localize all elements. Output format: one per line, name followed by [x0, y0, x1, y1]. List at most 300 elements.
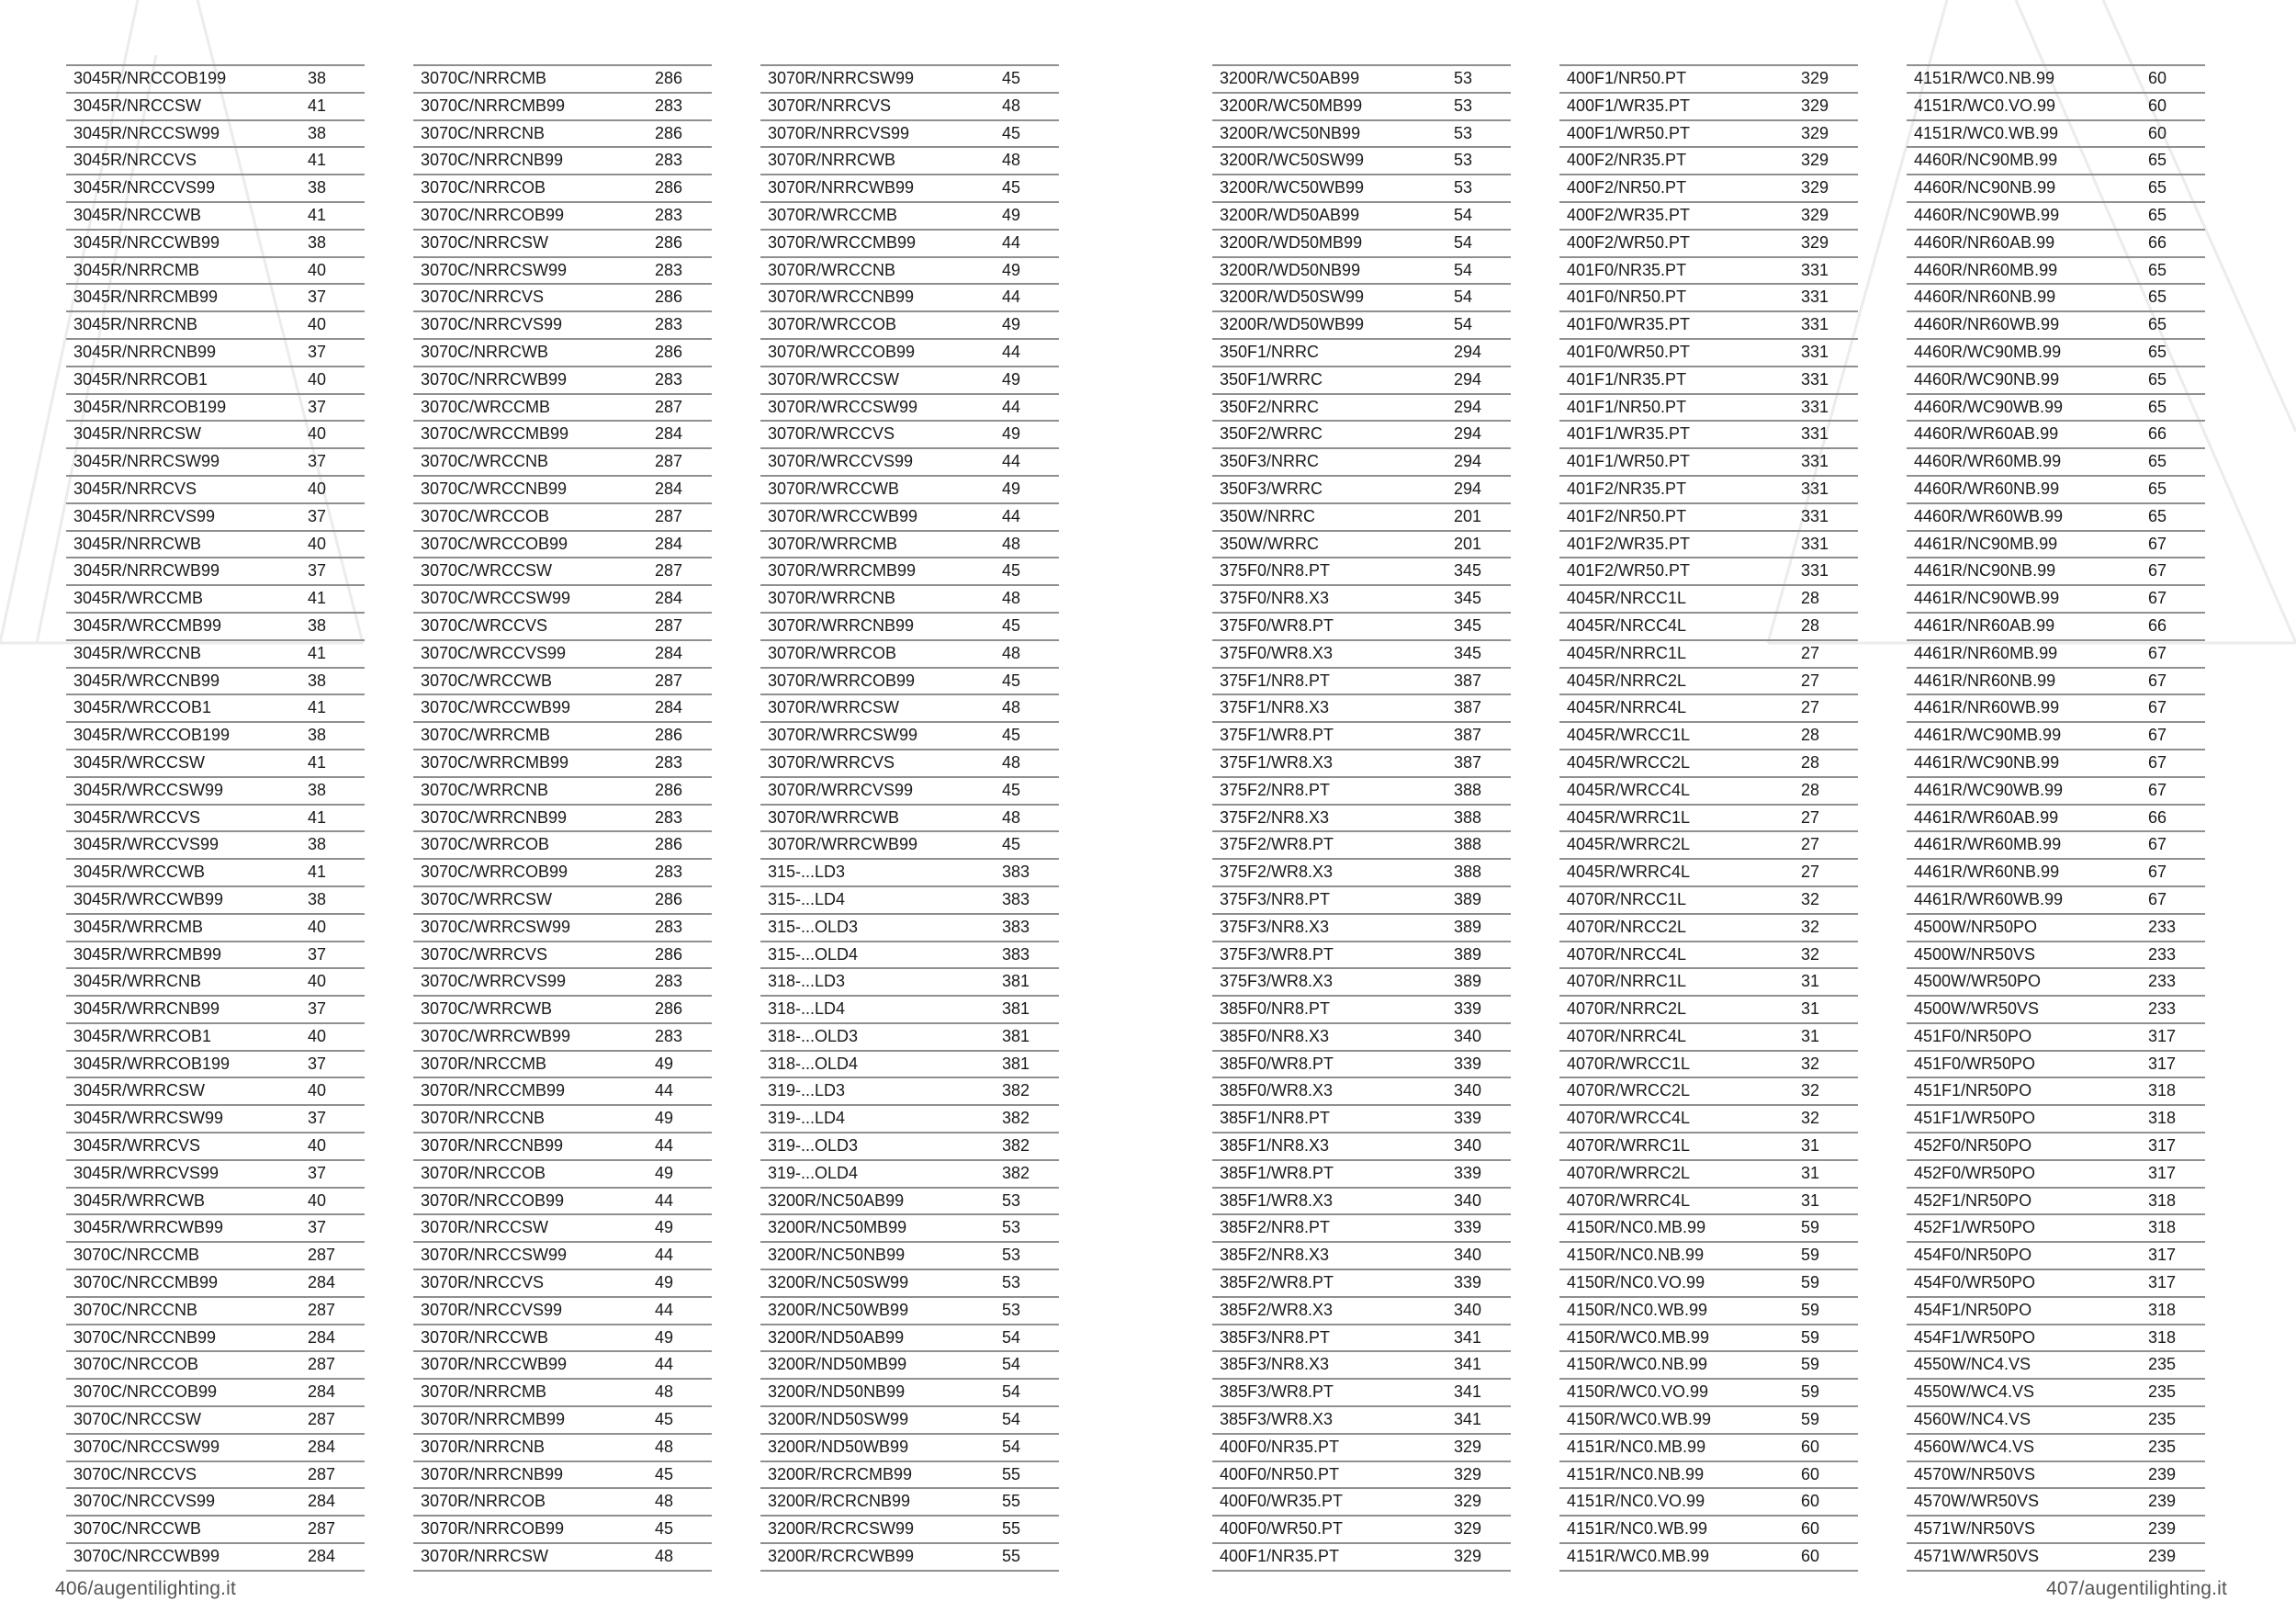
product-code: 4461R/WC90WB.99 — [1914, 780, 2064, 799]
product-code: 3070C/WRCCVS99 — [421, 643, 567, 662]
page-reference: 44 — [655, 1081, 674, 1100]
product-code: 4460R/WC90NB.99 — [1914, 369, 2060, 389]
product-code: 385F2/NR8.PT — [1220, 1218, 1331, 1237]
page-reference: 67 — [2148, 726, 2167, 745]
page-reference: 48 — [655, 1382, 674, 1402]
page-reference: 49 — [655, 1218, 674, 1237]
product-code: 4150R/WC0.MB.99 — [1567, 1327, 1710, 1347]
product-code: 3200R/NC50AB99 — [768, 1190, 905, 1210]
page-reference: 41 — [308, 643, 327, 662]
product-code: 375F0/WR8.PT — [1220, 615, 1334, 635]
product-code: 350F2/WRRC — [1220, 424, 1323, 444]
page-reference: 340 — [1454, 1190, 1482, 1210]
product-code: 3200R/WC50NB99 — [1220, 123, 1361, 142]
page-reference: 67 — [2148, 671, 2167, 690]
product-code: 350F3/WRRC — [1220, 479, 1323, 498]
page-reference: 329 — [1801, 151, 1829, 170]
page-reference: 331 — [1801, 288, 1829, 307]
product-code: 401F1/NR50.PT — [1567, 397, 1687, 416]
page-reference: 287 — [308, 1464, 336, 1483]
page-reference: 286 — [655, 123, 683, 142]
page-reference: 54 — [1454, 288, 1473, 307]
page-reference: 44 — [655, 1355, 674, 1374]
product-code: 3045R/NRCCVS — [73, 151, 197, 170]
product-code: 3070R/WRRCNB99 — [768, 615, 915, 635]
product-code: 3070R/NRRCWB — [768, 151, 896, 170]
product-code: 3070R/NRRCVS99 — [768, 123, 910, 142]
page-reference: 65 — [2148, 342, 2167, 361]
index-row — [1559, 1544, 1858, 1572]
product-code: 3070R/NRCCWB — [421, 1327, 549, 1347]
page-reference: 37 — [308, 999, 327, 1019]
product-code: 3070C/NRCCWB99 — [73, 1547, 220, 1566]
product-code: 4070R/WRRC1L — [1567, 1136, 1691, 1156]
page-reference: 331 — [1801, 369, 1829, 389]
product-code: 3070C/NRCCNB — [73, 1300, 198, 1319]
page-reference: 388 — [1454, 835, 1482, 854]
page-reference: 283 — [655, 1026, 683, 1045]
page-reference: 49 — [655, 1054, 674, 1073]
page-reference: 27 — [1801, 863, 1820, 882]
page-reference: 284 — [308, 1492, 336, 1511]
product-code: 3070R/WRRCVS — [768, 752, 895, 772]
product-code: 3070R/WRCCNB — [768, 260, 896, 279]
product-code: 350F1/WRRC — [1220, 369, 1323, 389]
product-code: 385F0/NR8.PT — [1220, 999, 1331, 1019]
page-reference: 382 — [1002, 1109, 1030, 1128]
page-reference: 283 — [655, 260, 683, 279]
page-reference: 53 — [1454, 151, 1473, 170]
product-code: 4500W/NR50VS — [1914, 944, 2036, 964]
product-code: 3200R/NC50WB99 — [768, 1300, 909, 1319]
product-code: 4045R/WRRC2L — [1567, 835, 1691, 854]
page-reference: 387 — [1454, 752, 1482, 772]
product-code: 375F3/NR8.X3 — [1220, 917, 1330, 936]
page-reference: 31 — [1801, 1026, 1820, 1045]
page-reference: 318 — [2148, 1081, 2177, 1100]
page-reference: 45 — [655, 1519, 674, 1539]
page-number-right: 407/augentilighting.it — [2046, 1578, 2228, 1599]
page-reference: 38 — [308, 178, 327, 197]
page-reference: 331 — [1801, 534, 1829, 553]
page-reference: 49 — [1002, 424, 1021, 444]
product-code: 3070C/NRCCOB99 — [73, 1382, 218, 1402]
product-code: 4151R/NC0.VO.99 — [1567, 1492, 1705, 1511]
page-reference: 65 — [2148, 452, 2167, 471]
product-code: 3070R/NRRCVS — [768, 96, 892, 115]
page-reference: 339 — [1454, 1273, 1482, 1292]
page-reference: 38 — [308, 726, 327, 745]
product-code: 3200R/RCRCWB99 — [768, 1547, 915, 1566]
page-reference: 67 — [2148, 643, 2167, 662]
page-reference: 341 — [1454, 1410, 1482, 1429]
product-code: 3045R/NRRCVS99 — [73, 506, 216, 525]
page-reference: 331 — [1801, 342, 1829, 361]
product-code: 375F2/WR8.X3 — [1220, 863, 1334, 882]
page-reference: 32 — [1801, 944, 1820, 964]
product-code: 3200R/ND50NB99 — [768, 1382, 906, 1402]
page-reference: 388 — [1454, 807, 1482, 827]
page-reference: 28 — [1801, 752, 1820, 772]
page-reference: 284 — [308, 1437, 336, 1456]
product-code: 3200R/NC50NB99 — [768, 1246, 906, 1265]
product-code: 3045R/WRCCNB99 — [73, 671, 220, 690]
product-code: 3045R/NRRCMB99 — [73, 288, 219, 307]
product-code: 3045R/WRRCSW — [73, 1081, 206, 1100]
product-code: 375F0/WR8.X3 — [1220, 643, 1334, 662]
product-code: 3045R/WRCCWB — [73, 863, 206, 882]
page-reference: 60 — [1801, 1547, 1820, 1566]
product-code: 4460R/WR60MB.99 — [1914, 452, 2062, 471]
page-reference: 339 — [1454, 1218, 1482, 1237]
page-reference: 27 — [1801, 807, 1820, 827]
page-reference: 235 — [2148, 1437, 2177, 1456]
page-reference: 59 — [1801, 1410, 1820, 1429]
product-code: 4461R/NC90WB.99 — [1914, 589, 2060, 608]
page-reference: 45 — [1002, 69, 1021, 87]
product-code: 4461R/WC90NB.99 — [1914, 752, 2060, 772]
product-code: 452F1/NR50PO — [1914, 1190, 2032, 1210]
product-code: 4500W/NR50PO — [1914, 917, 2038, 936]
page-reference: 60 — [1801, 1519, 1820, 1539]
index-row — [1212, 1544, 1511, 1572]
page-reference: 60 — [2148, 96, 2167, 115]
index-row — [413, 1544, 712, 1572]
product-code: 3070C/WRRCNB99 — [421, 807, 568, 827]
page-reference: 38 — [308, 232, 327, 252]
page-reference: 48 — [1002, 534, 1021, 553]
product-code: 3070R/NRCCVS99 — [421, 1300, 563, 1319]
product-code: 4550W/NC4.VS — [1914, 1355, 2032, 1374]
product-code: 3070R/WRRCOB99 — [768, 671, 916, 690]
page-reference: 339 — [1454, 1163, 1482, 1182]
page-reference: 49 — [1002, 315, 1021, 334]
page-reference: 59 — [1801, 1246, 1820, 1265]
product-code: 400F2/WR50.PT — [1567, 232, 1691, 252]
product-code: 3070R/NRCCNB — [421, 1109, 546, 1128]
product-code: 3200R/RCRCSW99 — [768, 1519, 915, 1539]
page-reference: 317 — [2148, 1054, 2177, 1073]
page-reference: 54 — [1454, 232, 1473, 252]
product-code: 3070R/WRCCMB — [768, 205, 898, 224]
page-reference: 329 — [1801, 69, 1829, 87]
product-code: 4070R/NRCC4L — [1567, 944, 1687, 964]
product-code: 3070R/NRCCSW99 — [421, 1246, 568, 1265]
page-reference: 67 — [2148, 752, 2167, 772]
product-code: 375F3/WR8.PT — [1220, 944, 1334, 964]
product-code: 401F0/NR50.PT — [1567, 288, 1687, 307]
page-reference: 44 — [1002, 342, 1021, 361]
product-code: 3045R/NRRCNB — [73, 315, 198, 334]
product-code: 3045R/NRCCWB99 — [73, 232, 220, 252]
product-code: 3070C/WRCCSW — [421, 561, 553, 581]
page-reference: 389 — [1454, 972, 1482, 991]
product-code: 3045R/WRRCVS — [73, 1136, 201, 1156]
product-code: 3070C/WRCCVS — [421, 615, 548, 635]
product-code: 401F2/NR50.PT — [1567, 506, 1687, 525]
page-reference: 235 — [2148, 1410, 2177, 1429]
page-reference: 287 — [308, 1410, 336, 1429]
product-code: 3200R/ND50AB99 — [768, 1327, 905, 1347]
product-code: 4070R/WRCC1L — [1567, 1054, 1691, 1073]
page-reference: 331 — [1801, 315, 1829, 334]
page-reference: 383 — [1002, 863, 1030, 882]
page-reference: 287 — [655, 452, 683, 471]
product-code: 3200R/RCRCNB99 — [768, 1492, 911, 1511]
page-reference: 37 — [308, 944, 327, 964]
page-reference: 41 — [308, 752, 327, 772]
product-code: 4461R/WR60WB.99 — [1914, 889, 2064, 908]
product-code: 3070C/WRCCOB — [421, 506, 550, 525]
product-code: 4150R/NC0.NB.99 — [1567, 1246, 1705, 1265]
product-code: 4461R/WR60MB.99 — [1914, 835, 2062, 854]
product-code: 3070C/WRRCMB99 — [421, 752, 569, 772]
product-code: 3045R/WRCCMB — [73, 589, 204, 608]
page-reference: 329 — [1454, 1437, 1482, 1456]
product-code: 3200R/ND50MB99 — [768, 1355, 907, 1374]
product-code: 375F0/NR8.X3 — [1220, 589, 1330, 608]
page-reference: 286 — [655, 726, 683, 745]
product-code: 3045R/WRCCVS — [73, 807, 201, 827]
page-reference: 60 — [1801, 1437, 1820, 1456]
page-reference: 44 — [655, 1246, 674, 1265]
page-reference: 53 — [1002, 1218, 1021, 1237]
page-reference: 49 — [655, 1109, 674, 1128]
product-code: 4560W/WC4.VS — [1914, 1437, 2035, 1456]
page-reference: 283 — [655, 315, 683, 334]
product-code: 315-...OLD3 — [768, 917, 859, 936]
product-code: 4460R/WR60AB.99 — [1914, 424, 2059, 444]
page-reference: 294 — [1454, 342, 1482, 361]
product-code: 3070R/WRCCMB99 — [768, 232, 917, 252]
product-code: 385F1/NR8.PT — [1220, 1109, 1331, 1128]
page-reference: 318 — [2148, 1327, 2177, 1347]
product-code: 3070R/NRCCSW — [421, 1218, 549, 1237]
product-code: 454F1/WR50PO — [1914, 1327, 2036, 1347]
page-reference: 67 — [2148, 534, 2167, 553]
page-reference: 329 — [1454, 1547, 1482, 1566]
page-reference: 59 — [1801, 1327, 1820, 1347]
page-reference: 284 — [308, 1327, 336, 1347]
product-code: 3070C/WRRCWB99 — [421, 1026, 571, 1045]
product-code: 3070C/NRRCSW — [421, 232, 549, 252]
page-reference: 38 — [308, 889, 327, 908]
product-code: 3070R/WRCCVS99 — [768, 452, 914, 471]
product-code: 4571W/WR50VS — [1914, 1547, 2040, 1566]
product-code: 3070C/WRRCOB99 — [421, 863, 568, 882]
product-code: 3200R/WD50NB99 — [1220, 260, 1361, 279]
page-reference: 67 — [2148, 698, 2167, 717]
page-reference: 32 — [1801, 889, 1820, 908]
page-reference: 331 — [1801, 260, 1829, 279]
page-reference: 67 — [2148, 889, 2167, 908]
page-reference: 41 — [308, 151, 327, 170]
page-reference: 317 — [2148, 1136, 2177, 1156]
product-code: 4460R/NR60MB.99 — [1914, 260, 2058, 279]
page-reference: 54 — [1002, 1410, 1021, 1429]
product-code: 3070C/WRRCNB — [421, 780, 549, 799]
product-code: 350F1/NRRC — [1220, 342, 1320, 361]
page-reference: 67 — [2148, 780, 2167, 799]
page-reference: 41 — [308, 863, 327, 882]
page-reference: 381 — [1002, 972, 1030, 991]
product-code: 385F0/WR8.X3 — [1220, 1081, 1334, 1100]
product-code: 4460R/NR60WB.99 — [1914, 315, 2060, 334]
product-code: 401F2/NR35.PT — [1567, 479, 1687, 498]
index-row — [66, 1544, 365, 1572]
index-row — [760, 1544, 1059, 1572]
page-reference: 233 — [2148, 972, 2177, 991]
page-reference: 48 — [1002, 807, 1021, 827]
page-reference: 54 — [1002, 1437, 1021, 1456]
product-code: 3070R/WRCCSW — [768, 369, 900, 389]
page-reference: 318 — [2148, 1190, 2177, 1210]
index-row — [1907, 1544, 2205, 1572]
product-code: 3045R/WRCCSW99 — [73, 780, 224, 799]
product-code: 3070R/WRRCSW99 — [768, 726, 918, 745]
page-reference: 381 — [1002, 999, 1030, 1019]
product-code: 401F1/NR35.PT — [1567, 369, 1687, 389]
product-code: 3070C/WRRCMB — [421, 726, 551, 745]
page-reference: 49 — [1002, 205, 1021, 224]
page-reference: 32 — [1801, 917, 1820, 936]
page-reference: 44 — [655, 1300, 674, 1319]
page-reference: 67 — [2148, 561, 2167, 581]
product-code: 315-...OLD4 — [768, 944, 859, 964]
page-reference: 55 — [1002, 1464, 1021, 1483]
product-code: 3045R/WRRCVS99 — [73, 1163, 219, 1182]
product-code: 400F2/NR35.PT — [1567, 151, 1687, 170]
product-code: 400F1/WR50.PT — [1567, 123, 1691, 142]
page-reference: 66 — [2148, 424, 2167, 444]
product-code: 3200R/ND50SW99 — [768, 1410, 909, 1429]
page-reference: 55 — [1002, 1547, 1021, 1566]
page-reference: 294 — [1454, 369, 1482, 389]
product-code: 3070C/WRRCSW — [421, 889, 553, 908]
page-reference: 54 — [1454, 205, 1473, 224]
product-code: 3200R/WC50WB99 — [1220, 178, 1365, 197]
product-code: 3070R/NRCCWB99 — [421, 1355, 568, 1374]
page-reference: 284 — [655, 698, 683, 717]
product-code: 3070R/NRRCNB99 — [421, 1464, 564, 1483]
product-code: 319-...LD4 — [768, 1109, 846, 1128]
page-reference: 287 — [655, 615, 683, 635]
page-reference: 37 — [308, 1109, 327, 1128]
product-code: 375F0/NR8.PT — [1220, 561, 1331, 581]
page-reference: 286 — [655, 835, 683, 854]
page-reference: 294 — [1454, 452, 1482, 471]
product-code: 4150R/WC0.VO.99 — [1567, 1382, 1709, 1402]
product-code: 385F2/WR8.X3 — [1220, 1300, 1334, 1319]
page-reference: 60 — [1801, 1492, 1820, 1511]
product-code: 3045R/WRRCMB — [73, 917, 204, 936]
product-code: 3070C/NRCCNB99 — [73, 1327, 217, 1347]
page-reference: 45 — [1002, 780, 1021, 799]
page-reference: 284 — [655, 589, 683, 608]
product-code: 400F0/NR35.PT — [1220, 1437, 1340, 1456]
page-reference: 341 — [1454, 1327, 1482, 1347]
page-reference: 28 — [1801, 726, 1820, 745]
product-code: 454F1/NR50PO — [1914, 1300, 2032, 1319]
product-code: 3070C/NRCCMB — [73, 1246, 200, 1265]
page-reference: 65 — [2148, 178, 2167, 197]
page-reference: 329 — [1801, 178, 1829, 197]
product-code: 3070R/NRRCMB99 — [421, 1410, 566, 1429]
page-reference: 329 — [1454, 1519, 1482, 1539]
index-column-6 — [1907, 64, 2205, 1572]
product-code: 318-...OLD4 — [768, 1054, 859, 1073]
product-code: 375F1/WR8.PT — [1220, 726, 1334, 745]
page-reference: 345 — [1454, 615, 1482, 635]
product-code: 3070R/NRRCOB99 — [421, 1519, 565, 1539]
product-code: 315-...LD3 — [768, 863, 846, 882]
page-reference: 40 — [308, 479, 327, 498]
product-code: 3070R/WRCCWB — [768, 479, 900, 498]
page-reference: 40 — [308, 1136, 327, 1156]
product-code: 3200R/WD50WB99 — [1220, 315, 1365, 334]
product-code: 401F1/WR50.PT — [1567, 452, 1691, 471]
page-reference: 45 — [1002, 671, 1021, 690]
page-reference: 41 — [308, 589, 327, 608]
page-reference: 329 — [1801, 96, 1829, 115]
product-code: 451F1/WR50PO — [1914, 1109, 2036, 1128]
product-code: 385F2/NR8.X3 — [1220, 1246, 1330, 1265]
product-code: 401F0/NR35.PT — [1567, 260, 1687, 279]
product-code: 3070R/WRRCWB99 — [768, 835, 918, 854]
product-code: 400F1/NR50.PT — [1567, 69, 1687, 87]
page-reference: 284 — [308, 1273, 336, 1292]
page-reference: 59 — [1801, 1300, 1820, 1319]
page-reference: 37 — [308, 397, 327, 416]
page-reference: 54 — [1002, 1327, 1021, 1347]
page-reference: 60 — [1801, 1464, 1820, 1483]
product-code: 452F1/WR50PO — [1914, 1218, 2036, 1237]
product-code: 3070C/NRRCVS — [421, 288, 545, 307]
page-reference: 45 — [1002, 615, 1021, 635]
product-code: 385F2/WR8.PT — [1220, 1273, 1334, 1292]
product-code: 375F2/NR8.X3 — [1220, 807, 1330, 827]
product-code: 4045R/NRCC4L — [1567, 615, 1687, 635]
page-reference: 383 — [1002, 889, 1030, 908]
product-code: 4460R/WR60WB.99 — [1914, 506, 2064, 525]
product-code: 3045R/WRRCMB99 — [73, 944, 222, 964]
page-reference: 233 — [2148, 999, 2177, 1019]
product-code: 3200R/WD50MB99 — [1220, 232, 1363, 252]
page-reference: 40 — [308, 424, 327, 444]
page-reference: 329 — [1801, 123, 1829, 142]
page-reference: 45 — [1002, 835, 1021, 854]
product-code: 400F0/WR35.PT — [1220, 1492, 1344, 1511]
product-code: 3070R/WRRCOB — [768, 643, 897, 662]
product-code: 3045R/WRCCNB — [73, 643, 202, 662]
product-code: 315-...LD4 — [768, 889, 846, 908]
product-code: 3045R/WRCCOB1 — [73, 698, 212, 717]
page-reference: 59 — [1801, 1218, 1820, 1237]
page-reference: 60 — [2148, 69, 2167, 87]
product-code: 4070R/NRCC2L — [1567, 917, 1687, 936]
page-reference: 287 — [308, 1300, 336, 1319]
page-reference: 44 — [1002, 288, 1021, 307]
product-code: 3070R/NRCCOB — [421, 1163, 546, 1182]
page-reference: 201 — [1454, 506, 1482, 525]
product-code: 3045R/WRRCWB — [73, 1190, 206, 1210]
page-reference: 283 — [655, 752, 683, 772]
product-code: 3070C/WRCCMB99 — [421, 424, 569, 444]
page-reference: 331 — [1801, 506, 1829, 525]
product-code: 4150R/WC0.NB.99 — [1567, 1355, 1708, 1374]
product-code: 3045R/WRRCOB1 — [73, 1026, 212, 1045]
page-reference: 286 — [655, 944, 683, 964]
